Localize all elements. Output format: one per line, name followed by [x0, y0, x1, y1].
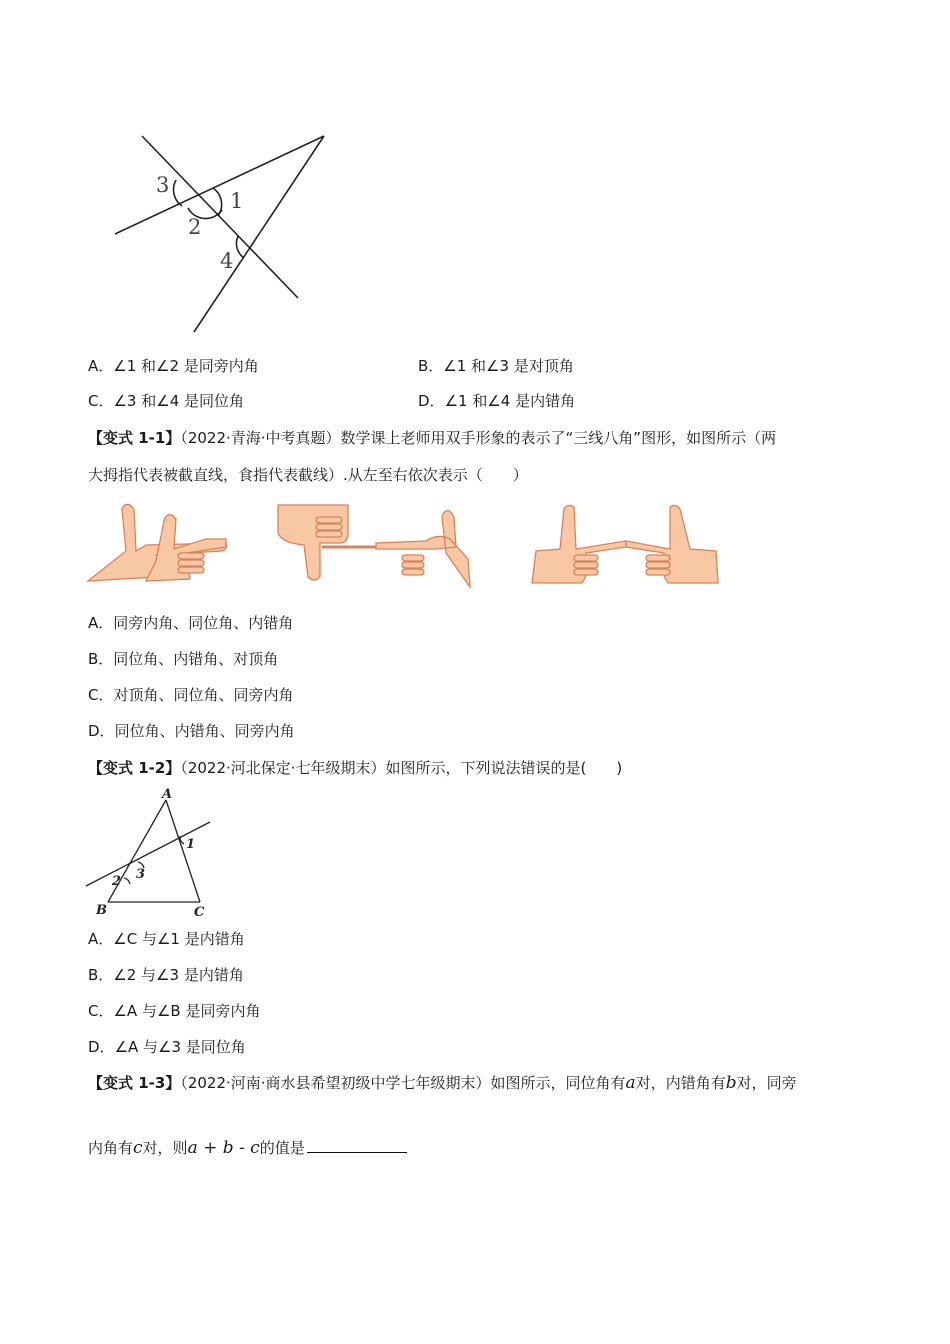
answer-blank[interactable] — [307, 1136, 407, 1153]
q0-option-d: D．∠1 和∠4 是内错角 — [418, 392, 576, 410]
hands-illustration — [86, 503, 726, 589]
vertex-a-label: A — [162, 787, 173, 802]
var-b: b — [725, 1073, 737, 1093]
angle-label-4: 4 — [220, 249, 234, 273]
q3-stem-line1: 【变式 1-3】（2022·河南·商水县希望初级中学七年级期末）如图所示，同位角有a对，内错角有b对，同旁 — [88, 1073, 797, 1093]
hand-pair-3 — [532, 505, 718, 583]
q1-option-d: D．同位角、内错角、同旁内角 — [88, 722, 295, 740]
angle-arc-2 — [124, 878, 130, 884]
q3-stem-line2: 内角有c对，则a + b - c的值是 — [88, 1136, 407, 1158]
q2-stem: 【变式 1-2】（2022·河北保定·七年级期末）如图所示，下列说法错误的是( ) — [88, 759, 623, 777]
angle-label-1: 1 — [186, 837, 196, 852]
figure-triangle — [84, 786, 214, 918]
q2-option-a: A．∠C 与∠1 是内错角 — [88, 930, 245, 948]
angle-label-3: 3 — [156, 173, 170, 197]
line-long — [194, 136, 324, 332]
q0-option-b: B．∠1 和∠3 是对顶角 — [418, 357, 574, 375]
hand-pair-2 — [278, 505, 470, 587]
q1-option-a: A．同旁内角、同位角、内错角 — [88, 614, 294, 632]
vertex-c-label: C — [194, 905, 205, 918]
angle-arc-4 — [236, 236, 244, 258]
hand-pair-1 — [88, 505, 227, 582]
angle-label-3: 3 — [136, 867, 146, 882]
line-left-diagonal — [142, 136, 298, 298]
line-transversal — [115, 136, 324, 234]
q1-option-c: C．对顶角、同位角、同旁内角 — [88, 686, 294, 704]
q2-option-c: C．∠A 与∠B 是同旁内角 — [88, 1002, 261, 1020]
expression: a + b - c — [187, 1138, 260, 1158]
q1-stem-line2: 大拇指代表被截直线，食指代表截线）.从左至右依次表示（ ） — [88, 466, 528, 484]
var-c: c — [133, 1138, 143, 1158]
q0-option-a: A．∠1 和∠2 是同旁内角 — [88, 357, 259, 375]
angle-label-2: 2 — [188, 215, 202, 239]
q2-option-b: B．∠2 与∠3 是内错角 — [88, 966, 244, 984]
q1-stem-line1: 【变式 1-1】（2022·青海·中考真题）数学课上老师用双手形象的表示了“三线八角”图形，如图所示（两 — [88, 429, 777, 447]
vertex-b-label: B — [96, 903, 107, 918]
angle-label-2: 2 — [112, 874, 122, 889]
var-a: a — [625, 1073, 636, 1093]
q0-option-c: C．∠3 和∠4 是同位角 — [88, 392, 245, 410]
figure-three-lines — [110, 128, 330, 338]
q2-option-d: D．∠A 与∠3 是同位角 — [88, 1038, 246, 1056]
q1-option-b: B．同位角、内错角、对顶角 — [88, 650, 279, 668]
angle-label-1: 1 — [230, 189, 244, 213]
angle-arc-3 — [174, 180, 182, 206]
